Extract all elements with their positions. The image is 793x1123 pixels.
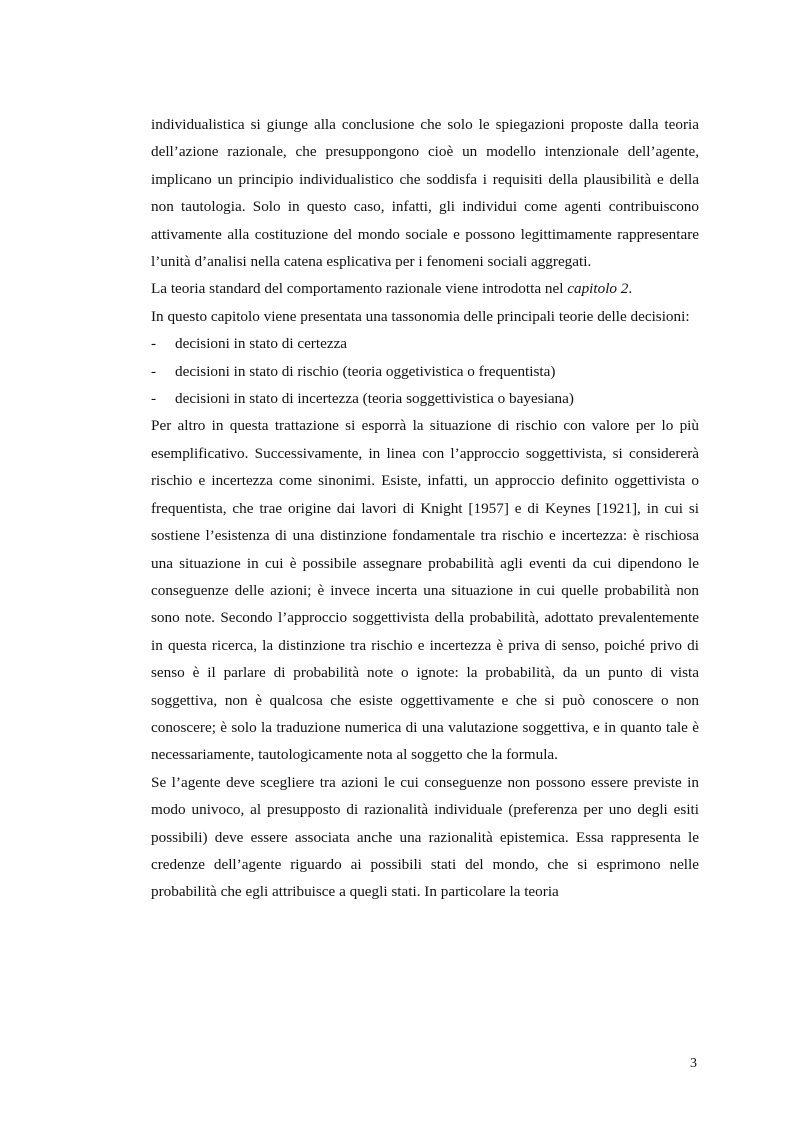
list-item	[151, 358, 699, 385]
list-dash: -	[151, 362, 157, 380]
paragraph-2-text: La teoria standard del comportamento razionale viene introdotta nel	[151, 280, 568, 298]
paragraph-1: individualistica si giunge alla conclusione che solo le spiegazioni proposte dalla teoria dell’azione razionale, che presuppongono cioè un modello intenzionale dell’agente, implicano un principio individualistico che soddisfa i requisiti della plausibilità e della non tautologia. Solo in questo caso, infatti, gli individui come agenti contribuiscono attivamente alla costituzione del mondo sociale e possono legittimamente rappresentare l’unità d’analisi nella catena esplicativa per i fenomeni sociali aggregati.	[151, 116, 699, 271]
paragraph-4: Per altro in questa trattazione si esporrà la situazione di rischio con valore per lo più esemplificativo. Successivamente, in linea con l’approccio soggettivista, si considererà rischio e incertezza come sinonimi. Esiste, infatti, un approccio definito oggettivista o frequentista, che trae origine dai lavori di Knight [1957] e di Keynes [1921], in cui si sostiene l’esistenza di una distinzione fondamentale tra rischio e incertezza: è rischiosa una situazione in cui è possibile assegnare probabilità agli eventi da cui dipendono le conseguenze delle azioni; è invece incerta una situazione in cui quelle probabilità non sono note. Secondo l’approccio soggettivista della probabilità, adottato prevalentemente in questa ricerca, la distinzione tra rischio e incertezza è priva di senso, poiché privo di senso è il parlare di probabilità note o ignote: la probabilità, da un punto di vista soggettiva, non è qualcosa che esiste oggettivamente e che si può conoscere o non conoscere; è solo la traduzione numerica di una valutazione soggettiva, e in quanto tale è necessariamente, tautologicamente nota al soggetto che la formula.	[151, 417, 699, 764]
list-item-text: decisioni in stato di rischio (teoria oggetivistica o frequentista)	[175, 362, 556, 380]
list-item-text: decisioni in stato di incertezza (teoria soggettivistica o bayesiana)	[175, 390, 574, 408]
paragraph-3: In questo capitolo viene presentata una tassonomia delle principali teorie delle decisioni:	[151, 307, 690, 325]
page-number: 3	[690, 1056, 697, 1071]
list-dash: -	[151, 335, 157, 353]
paragraph-2-end: .	[628, 280, 633, 298]
chapter-reference: capitolo 2	[567, 280, 629, 298]
list-item-text: decisioni in stato di certezza	[175, 335, 348, 353]
list-item	[151, 385, 699, 412]
paragraph-5: Se l’agente deve scegliere tra azioni le cui conseguenze non possono essere previste in modo univoco, al presupposto di razionalità individuale (preferenza per uno degli esiti possibili) deve essere associata anche una razionalità epistemica. Essa rappresenta le credenze dell’agente riguardo ai possibili stati del mondo, che si esprimono nelle probabilità che egli attribuisce a quegli stati. In particolare la teoria	[151, 773, 699, 901]
decision-types-list	[151, 330, 699, 412]
page-body	[151, 111, 699, 906]
list-dash: -	[151, 390, 157, 408]
paragraph-2	[151, 275, 699, 302]
list-item	[151, 330, 699, 357]
